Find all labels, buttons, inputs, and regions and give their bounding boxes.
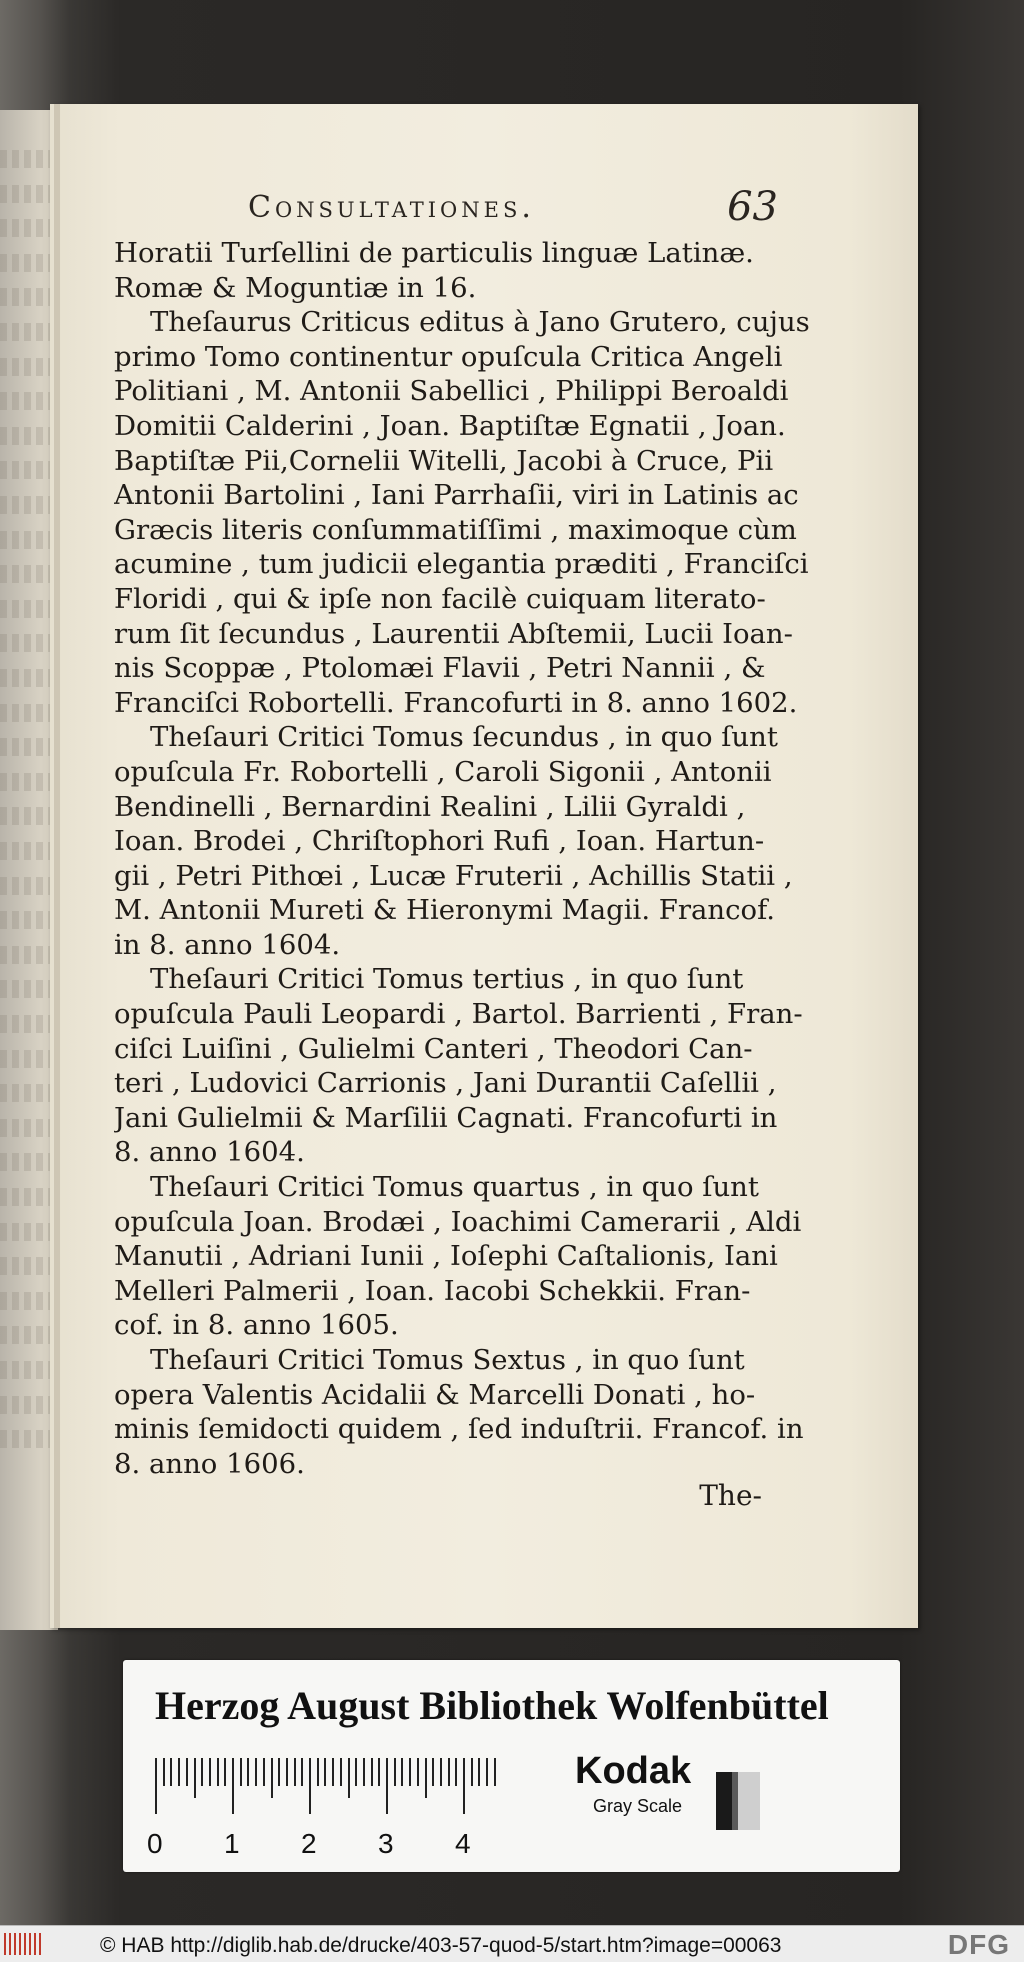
ruler-tick bbox=[278, 1758, 280, 1786]
text-line: Theſauri Critici Tomus Sextus , in quo ſunt bbox=[150, 1344, 745, 1376]
ruler-number: 1 bbox=[224, 1828, 240, 1859]
ruler-tick bbox=[294, 1758, 296, 1786]
ruler-tick bbox=[194, 1758, 196, 1798]
ruler-tick bbox=[286, 1758, 288, 1786]
ruler-tick bbox=[371, 1758, 373, 1786]
ruler-tick bbox=[186, 1758, 188, 1786]
ruler-tick bbox=[440, 1758, 442, 1786]
ruler-tick bbox=[471, 1758, 473, 1786]
ruler-tick bbox=[232, 1758, 234, 1814]
ruler-tick bbox=[355, 1758, 357, 1786]
text-line: Politiani , M. Antonii Sabellici , Philippi Beroaldi bbox=[114, 375, 789, 408]
gray-scale-label: Gray Scale bbox=[593, 1796, 683, 1816]
text-line: Græcis literis conſummatiſſimi , maximoque cùm bbox=[114, 513, 797, 546]
ruler-number: 4 bbox=[455, 1828, 471, 1859]
ruler-tick bbox=[448, 1758, 450, 1786]
text-line: nis Scoppæ , Ptolomæi Flavii , Petri Nannii , & bbox=[114, 652, 766, 685]
book-page bbox=[50, 104, 918, 1628]
text-line: Theſaurus Criticus editus à Jano Grutero, cujus bbox=[150, 306, 810, 339]
ruler-tick bbox=[494, 1758, 496, 1786]
text-line: teri , Ludovici Carrionis , Jani Durantii Caſellii , bbox=[114, 1067, 777, 1100]
text-line: Antonii Bartolini , Iani Parrhaſii, viri in Latinis ac bbox=[114, 479, 799, 512]
copyright-link[interactable]: © HAB http://diglib.hab.de/drucke/403-57-quod-5/start.htm?image=00063 bbox=[100, 1934, 782, 1957]
text-line: cof. in 8. anno 1605. bbox=[114, 1309, 399, 1342]
gray-swatch bbox=[738, 1772, 760, 1830]
catchword: The- bbox=[699, 1479, 762, 1512]
ruler-number: 0 bbox=[147, 1828, 163, 1859]
text-line: Manutii , Adriani Iunii , Ioſephi Caſtalionis, Iani bbox=[114, 1240, 778, 1273]
text-line: Horatii Turſellini de particulis linguæ Latinæ. bbox=[114, 237, 754, 269]
ruler-tick bbox=[401, 1758, 403, 1786]
text-line: opera Valentis Acidalii & Marcelli Donati , ho- bbox=[114, 1378, 756, 1411]
text-line: opuſcula Joan. Brodæi , Ioachimi Camerarii , Aldi bbox=[114, 1205, 802, 1238]
ruler-tick bbox=[170, 1758, 172, 1786]
text-line: Melleri Palmerii , Ioan. Iacobi Schekkii. Fran- bbox=[114, 1274, 751, 1307]
kodak-logo: Kodak bbox=[575, 1750, 692, 1792]
text-line: minis ſemidocti quidem , ſed induſtrii. Francof. in bbox=[114, 1413, 804, 1446]
text-line: in 8. anno 1604. bbox=[114, 928, 341, 961]
ruler-number: 3 bbox=[378, 1828, 394, 1859]
text-line: Baptiſtæ Pii,Cornelii Witelli, Jacobi à Cruce, Pii bbox=[114, 444, 774, 477]
text-line: 8. anno 1604. bbox=[114, 1136, 305, 1169]
text-line: Ioan. Brodei , Chriſtophori Rufi , Ioan. Hartun- bbox=[114, 825, 765, 858]
ruler-tick bbox=[209, 1758, 211, 1786]
text-line: Franciſci Robortelli. Francofurti in 8. anno 1602. bbox=[114, 686, 798, 719]
ruler-tick bbox=[363, 1758, 365, 1786]
ruler-tick bbox=[324, 1758, 326, 1786]
ruler-tick bbox=[463, 1758, 465, 1814]
library-name: Herzog August Bibliothek Wolfenbüttel bbox=[155, 1683, 829, 1728]
text-line: acumine , tum judicii elegantia præditi , Franciſci bbox=[114, 548, 809, 581]
text-line: rum ſit ſecundus , Laurentii Abſtemii, Lucii Ioan- bbox=[114, 617, 793, 650]
text-line: Bendinelli , Bernardini Realini , Lilii Gyraldi , bbox=[114, 790, 746, 823]
running-head bbox=[198, 184, 818, 234]
text-line: opuſcula Pauli Leopardi , Bartol. Barrienti , Fran- bbox=[114, 998, 803, 1031]
text-line: Romæ & Moguntiæ in 16. bbox=[114, 271, 477, 304]
scale-ruler bbox=[147, 1758, 545, 1859]
footer-bar bbox=[0, 1925, 1024, 1962]
ruler-tick bbox=[478, 1758, 480, 1786]
hab-logo-icon bbox=[4, 1933, 44, 1955]
ruler-tick bbox=[224, 1758, 226, 1786]
ruler-tick bbox=[178, 1758, 180, 1786]
ruler-tick bbox=[486, 1758, 488, 1786]
ruler-tick bbox=[317, 1758, 319, 1786]
gray-swatch bbox=[716, 1772, 732, 1830]
color-target-card bbox=[123, 1660, 900, 1872]
text-line: primo Tomo continentur opuſcula Critica Angeli bbox=[114, 340, 783, 373]
ruler-tick bbox=[255, 1758, 257, 1786]
text-line: Jani Gulielmii & Marſilii Cagnati. Francofurti in bbox=[114, 1101, 778, 1134]
ruler-tick bbox=[240, 1758, 242, 1786]
text-line: Floridi , qui & ipſe non facilè cuiquam literato- bbox=[114, 582, 766, 615]
ruler-tick bbox=[155, 1758, 157, 1814]
ruler-tick bbox=[425, 1758, 427, 1798]
ruler-tick bbox=[432, 1758, 434, 1786]
ruler-tick bbox=[332, 1758, 334, 1786]
ruler-tick bbox=[394, 1758, 396, 1786]
ruler-tick bbox=[301, 1758, 303, 1786]
ruler-tick bbox=[378, 1758, 380, 1786]
text-line: Domitii Calderini , Joan. Baptiſtæ Egnatii , Joan. bbox=[114, 409, 786, 442]
ruler-tick bbox=[409, 1758, 411, 1786]
ruler-tick bbox=[348, 1758, 350, 1798]
text-line: M. Antonii Mureti & Hieronymi Magii. Francof. bbox=[114, 894, 776, 927]
text-line: ciſci Luiſini , Gulielmi Canteri , Theodori Can- bbox=[114, 1032, 753, 1065]
ruler-number: 2 bbox=[301, 1828, 317, 1859]
ruler-tick bbox=[201, 1758, 203, 1786]
text-line: Theſauri Critici Tomus quartus , in quo ſunt bbox=[150, 1171, 759, 1204]
ruler-tick bbox=[163, 1758, 165, 1786]
ruler-tick bbox=[455, 1758, 457, 1786]
ruler-tick bbox=[309, 1758, 311, 1814]
text-line: Theſauri Critici Tomus tertius , in quo ſunt bbox=[150, 963, 744, 996]
running-head-title: Consultationes. bbox=[248, 190, 535, 225]
dfg-logo: DFG bbox=[947, 1929, 1010, 1960]
ruler-tick bbox=[247, 1758, 249, 1786]
ruler-tick bbox=[417, 1758, 419, 1786]
ruler-tick bbox=[340, 1758, 342, 1786]
ruler-tick bbox=[271, 1758, 273, 1798]
ruler-tick bbox=[263, 1758, 265, 1786]
ruler-tick bbox=[217, 1758, 219, 1786]
text-line: 8. anno 1606. bbox=[114, 1447, 305, 1480]
ruler-tick bbox=[386, 1758, 388, 1814]
text-line: gii , Petri Pithœi , Lucæ Fruterii , Achillis Statii , bbox=[114, 859, 793, 892]
page-text bbox=[114, 236, 826, 1481]
text-line: Theſauri Critici Tomus ſecundus , in quo ſunt bbox=[150, 721, 778, 754]
page-number: 63 bbox=[727, 184, 778, 230]
text-line: opuſcula Fr. Robortelli , Caroli Sigonii , Antonii bbox=[114, 755, 772, 788]
